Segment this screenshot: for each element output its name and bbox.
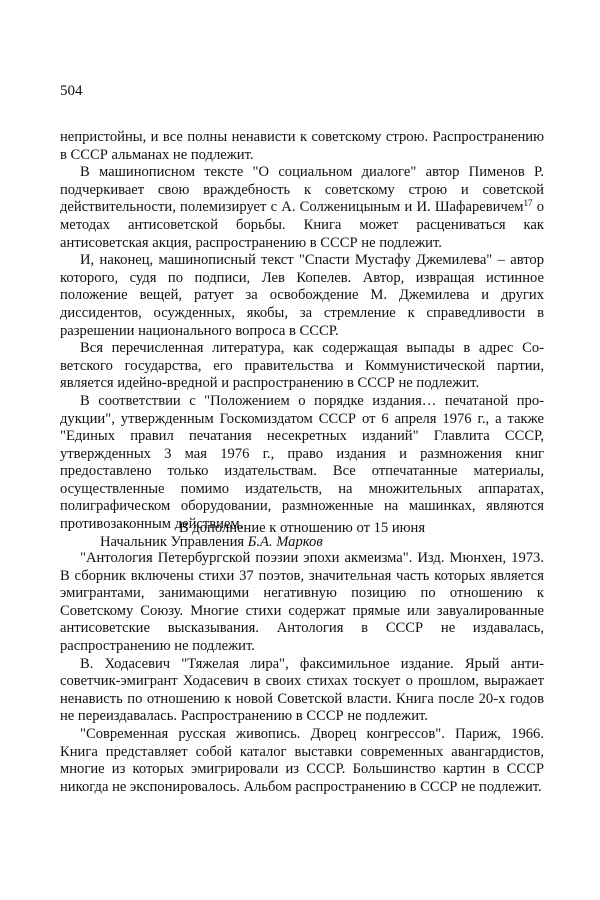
paragraph-pimenov: [60, 164, 544, 252]
paragraph-pimenov-text-tail: о методах антисоветской борьбы. Книга может расцениваться как антисоветская акция, распространению в СССР не подлежит.: [60, 199, 544, 251]
page-number: 504: [60, 83, 83, 99]
paragraph-pimenov-text: В машинописном тексте "О социальном диалоге" автор Пименов Р. подчеркивает свою враждебность к советскому строю и советской действительности, полемизирует с А. Солженицыным и И. Шафаревичем: [60, 164, 544, 216]
paragraph-summary: Вся перечисленная литература, как содержащая выпады в адрес Советского государства, его правительства и Коммунистической партии, является идейно-вредной и распространению в СССР не подлежит.: [60, 340, 544, 392]
section-text-block: [60, 550, 544, 796]
main-text-block: [60, 129, 544, 551]
signature-name: Б.А. Марков: [247, 533, 323, 550]
section-heading: В дополнение к отношению от 15 июня: [178, 520, 426, 536]
paragraph-anthology: "Антология Петербургской поэзии эпохи акмеизма". Изд. Мюнхен, 1973. В сборник включены стихи 37 поэтов, значительная часть которых является эмигрантами, занимающими негативную позицию по отношению к Советскому Союзу. Многие стихи содержат прямые или завуалированные антисоветские высказывания. Антология в СССР не издавалась, распространению не подлежит.: [60, 550, 544, 654]
paragraph-khodasevich: В. Ходасевич "Тяжелая лира", факсимильное издание. Ярый антисоветчик-эмигрант Ходасевич в своих стихах тоскует о прошлом, выражает ненависть по отношению к новой Советской власти. Книга после 20-х годов не переиздавалась. Распространению в СССР не подлежит.: [60, 655, 544, 725]
paragraph-continuation: непристойны, и все полны ненависти к советскому строю. Распространению в СССР альманах не подлежит.: [60, 129, 544, 163]
footnote-mark: 17: [523, 198, 533, 209]
paragraph-regulations: В соответствии с "Положением о порядке издания… печатаной продукции", утвержденным Госкомиздатом СССР от 6 апреля 1976 г., а также "Единых правил печатания несекретных изданий" Главлита СССР, утвержденных 3 мая 1976 г., право издания и размножения книг предоставлено только издательствам. Все отпечатанные материалы, осуществленные помимо издательств, на множительных аппаратах, полиграфическом оборудовании, размноженные на машинках, являются противозаконным действием.: [60, 392, 544, 533]
paragraph-catalog: "Современная русская живопись. Дворец конгрессов". Париж, 1966. Книга представляет собой каталог выставки современных авангардистов, многие из которых эмигрировали из СССР. Большинство картин в СССР никогда не экспонировалось. Альбом распространению в СССР не подлежит.: [60, 725, 544, 795]
signature-title: Начальник Управления: [100, 533, 245, 550]
paragraph-kopelev: И, наконец, машинописный текст "Спасти Мустафу Джемилева" – автор которого, судя по подписи, Лев Копелев. Автор, извращая истинное положение вещей, ратует за освобождение М. Джемилева и других диссидентов, осужденных, якобы, за стремление к справедливости в разрешении национального вопроса в СССР.: [60, 252, 544, 339]
